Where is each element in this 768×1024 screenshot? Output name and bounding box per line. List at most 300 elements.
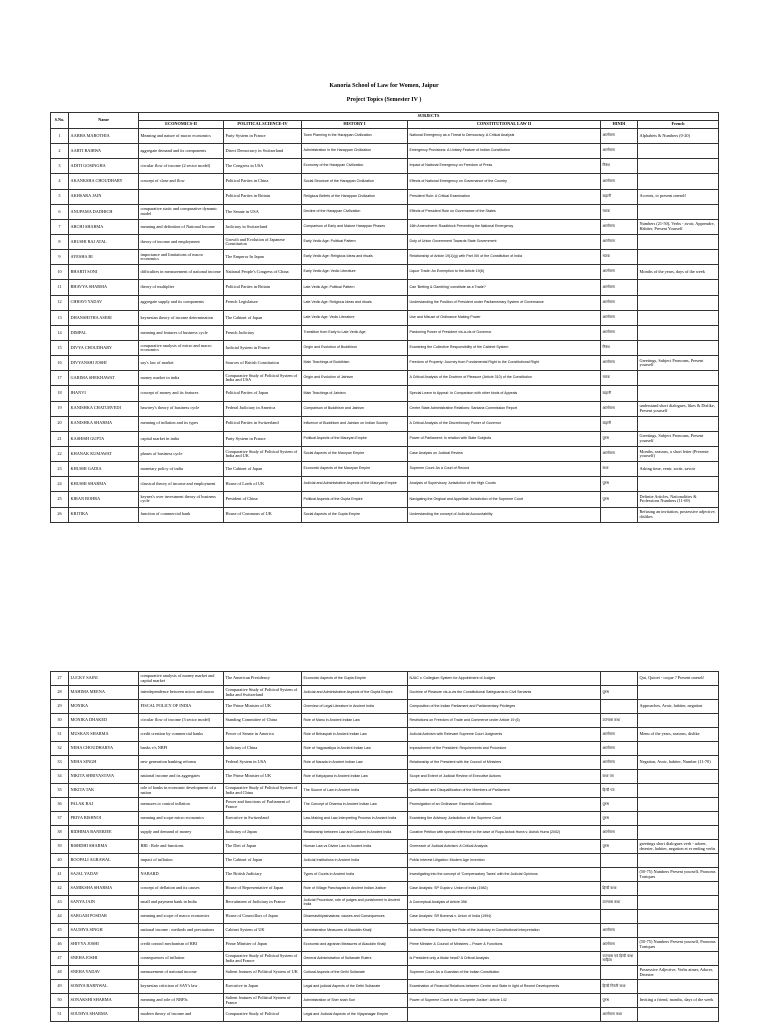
cell-name: SOMYA BARNWAL: [69, 980, 139, 994]
cell-name: AABHA MAROTHIA: [69, 129, 139, 144]
cell-polsci: French Judiciary: [224, 325, 302, 340]
cell-constitutional: A Critical Analysis of the Discretionary Power of Governor: [408, 416, 601, 431]
cell-polsci: Direct Democracy in Switzerland: [224, 144, 302, 159]
cell-french: [638, 812, 719, 826]
cell-economics: importance and limitations of macro economics: [139, 250, 224, 265]
cell-hindi: आलोचना: [601, 325, 638, 340]
cell-economics: capital market in india: [139, 431, 224, 446]
cell-economics: aggregate demand and its components: [139, 144, 224, 159]
cell-name: ANUPAMA DADHICH: [69, 204, 139, 219]
cell-polsci: Comparative Study of Political System of India and China: [224, 784, 302, 798]
cell-hindi: [601, 700, 638, 714]
col-header-constitutional: CONSTITUTIONAL LAW II: [408, 121, 601, 129]
cell-constitutional: 16th Amendment: Roadblock Preventing the National Emergency: [408, 219, 601, 234]
cell-french: [638, 714, 719, 728]
cell-constitutional: Qualification and Disqualification of the Members of Parliament: [408, 784, 601, 798]
cell-name: NIKITA TAK: [69, 784, 139, 798]
cell-name: PRIYA BISHNOI: [69, 812, 139, 826]
cell-constitutional: Power of Supreme Court to do 'Complete Justice': Article 142: [408, 994, 601, 1008]
cell-constitutional: Supreme Court: As a Guardian of the Indian Constitution: [408, 966, 601, 980]
cell-history: Early Vedic Age: Religious Ideas and rituals: [302, 250, 408, 265]
table-row: [51, 742, 719, 756]
table-row: [51, 416, 719, 431]
cell-constitutional: NJAC v. Collegium System for Appointment of Judges: [408, 672, 601, 686]
cell-hindi: आलोचना: [601, 174, 638, 189]
cell-economics: meaning and definition of National Income: [139, 219, 224, 234]
cell-name: MAHIMA MEENA: [69, 686, 139, 700]
cell-history: General Administration of Sultanate Rulers: [302, 952, 408, 966]
cell-polsci: Comparative Study of Political System of India and France: [224, 952, 302, 966]
cell-french: (50-75) Numbers Present yourself, Pronoms Toniques: [638, 938, 719, 952]
cell-french: [638, 1008, 719, 1022]
cell-name: SAMIKSHA SHARMA: [69, 882, 139, 896]
cell-sno: 24: [51, 477, 69, 492]
table-row: [51, 784, 719, 798]
cell-polsci: Prime Minister of Japan: [224, 938, 302, 952]
cell-polsci: House of Councillors of Japan: [224, 910, 302, 924]
cell-economics: impact of inflation: [139, 854, 224, 868]
table-row: [51, 446, 719, 461]
cell-french: [638, 340, 719, 355]
cell-polsci: French Legislature: [224, 295, 302, 310]
cell-sno: 46: [51, 938, 69, 952]
cell-history: Dharmasthiyashastras: causes and Consequences: [302, 910, 408, 924]
cell-economics: say's law of market: [139, 356, 224, 371]
cell-constitutional: Judicial Review: Exploring the Role of the Judiciary in Constitutional Interpretation: [408, 924, 601, 938]
cell-history: Economy of the Harappan Civilization: [302, 159, 408, 174]
cell-economics: comparative analysis of money market and capital market: [139, 672, 224, 686]
cell-french: Possessive Adjective, Verbs aimer, Adorer, Detester: [638, 966, 719, 980]
cell-name: DIVYANSHI JOSHI: [69, 356, 139, 371]
table-row: [51, 910, 719, 924]
cell-sno: 4: [51, 174, 69, 189]
cell-polsci: Comparative Study of Political: [224, 1008, 302, 1022]
cell-constitutional: Case Analysis: SR Bommai v. Union of India (1994): [408, 910, 601, 924]
cell-economics: modern theory of income and: [139, 1008, 224, 1022]
cell-french: (50-75) Numbers Present yourself, Pronoms Toniques: [638, 868, 719, 882]
cell-economics: credit creation by commercial banks: [139, 728, 224, 742]
table-row: [51, 966, 719, 980]
cell-history: Human Law vs Divine Law in Ancient India: [302, 840, 408, 854]
table-row: [51, 356, 719, 371]
table-row: [51, 401, 719, 416]
cell-name: NEHA SINGH: [69, 756, 139, 770]
cell-name: CHHAVI YADAV: [69, 295, 139, 310]
cell-french: [638, 742, 719, 756]
cell-sno: 21: [51, 431, 69, 446]
cell-constitutional: Overreach of Judicial Activism: A Critical Analysis: [408, 840, 601, 854]
cell-constitutional: Curative Petition with special reference to the case of Rupa Ashok Hurra v. Ashok Hurra (2002): [408, 826, 601, 840]
cell-sno: 3: [51, 159, 69, 174]
table-row: [51, 219, 719, 234]
cell-name: GARIMA SHEKHAWAT: [69, 371, 139, 386]
cell-constitutional: Composition of the Indian Parliament and Parliamentary Privileges: [408, 700, 601, 714]
cell-hindi: आलोचना: [601, 129, 638, 144]
cell-sno: 1: [51, 129, 69, 144]
table-row: [51, 462, 719, 477]
cell-name: KHUSHI SHARMA: [69, 477, 139, 492]
cell-hindi: आलोचना: [601, 356, 638, 371]
col-header-economics: ECONOMICS-II: [139, 121, 224, 129]
cell-sno: 15: [51, 340, 69, 355]
cell-history: Social Aspects of the Mauryan Empire: [302, 446, 408, 461]
cell-polsci: The Prime Minister of UK: [224, 770, 302, 784]
table-row: [51, 896, 719, 910]
table-row: [51, 924, 719, 938]
cell-economics: money market in india: [139, 371, 224, 386]
table-row: [51, 686, 719, 700]
col-header-hindi: HINDI: [601, 121, 638, 129]
cell-history: Administrative Measures of Alauddin Khalji: [302, 924, 408, 938]
cell-hindi: आलोचना: [601, 826, 638, 840]
cell-constitutional: Can 'Betting & Gambling' constitute as a Trade?: [408, 280, 601, 295]
cell-history: Judicial and Administrative Aspects of the Gupta Empire: [302, 686, 408, 700]
table-row: [51, 325, 719, 340]
table-row: [51, 250, 719, 265]
cell-name: DIVYA CHOUDHARY: [69, 340, 139, 355]
cell-french: greetings short dialogues verb - adorer, detester, habiter, negation et er ending verbs: [638, 840, 719, 854]
table-row: [51, 295, 719, 310]
cell-name: LUCKY SAINI: [69, 672, 139, 686]
cell-french: [638, 386, 719, 401]
cell-hindi: कथा: [601, 462, 638, 477]
cell-history: Administration in the Harappan Civilization: [302, 144, 408, 159]
table-row: [51, 234, 719, 249]
table-row: [51, 310, 719, 325]
col-header-subjects: SUBJECTS: [139, 113, 719, 121]
cell-french: [638, 280, 719, 295]
cell-sno: 13: [51, 310, 69, 325]
cell-polsci: The British Judiciary: [224, 868, 302, 882]
cell-name: SARGAM POSDAR: [69, 910, 139, 924]
cell-constitutional: Analysis of Supervisory Jurisdiction of the High Courts: [408, 477, 601, 492]
cell-history: Cultural Aspects of the Delhi Sultanate: [302, 966, 408, 980]
cell-french: [638, 798, 719, 812]
cell-history: Legal and Judicial Aspects of the Vijayanagar Empire: [302, 1008, 408, 1022]
cell-sno: 37: [51, 812, 69, 826]
cell-name: ARUSHI RAJ ATAL: [69, 234, 139, 249]
cell-history: Early Vedic Age: Political Pattern: [302, 234, 408, 249]
cell-history: Political Aspects of the Mauryan Empire: [302, 431, 408, 446]
cell-french: [638, 882, 719, 896]
cell-name: SHIVYA JOSHI: [69, 938, 139, 952]
cell-sno: 17: [51, 371, 69, 386]
cell-economics: measures to control inflation: [139, 798, 224, 812]
school-title: Kanoria School of Law for Women, Jaipur: [329, 83, 439, 89]
cell-history: Relationship between Law and Custom in Ancient India: [302, 826, 408, 840]
cell-name: RIDHIMA BANERJEE: [69, 826, 139, 840]
cell-name: ADITI GOSINGHA: [69, 159, 139, 174]
cell-economics: meaning and role of NBFIs: [139, 994, 224, 1008]
cell-hindi: उपन्यास कथा: [601, 896, 638, 910]
cell-constitutional: Examining the Collective Responsibility of the Cabinet System: [408, 340, 601, 355]
cell-sno: 10: [51, 265, 69, 280]
table-row: [51, 129, 719, 144]
cell-economics: theory of income and employment: [139, 234, 224, 249]
cell-constitutional: [408, 1008, 601, 1022]
table-row: [51, 431, 719, 446]
cell-polsci: Party System in France: [224, 129, 302, 144]
cell-name: SAJAL YADAV: [69, 868, 139, 882]
cell-sno: 43: [51, 896, 69, 910]
cell-polsci: Sources of British Constitution: [224, 356, 302, 371]
cell-hindi: [601, 854, 638, 868]
cell-economics: credit control mechanism of RBI: [139, 938, 224, 952]
cell-french: [638, 416, 719, 431]
cell-hindi: निबंध: [601, 340, 638, 355]
table-row: [51, 868, 719, 882]
cell-french: Months of the years, days of the week: [638, 265, 719, 280]
table-row: [51, 728, 719, 742]
cell-constitutional: Impact of National Emergency on Freedom of Press: [408, 159, 601, 174]
cell-constitutional: Supreme Court: As a Court of Record: [408, 462, 601, 477]
cell-economics: concept of money and its features: [139, 386, 224, 401]
cell-sno: 25: [51, 492, 69, 507]
cell-polsci: Political Parties in Britain: [224, 280, 302, 295]
cell-name: KHANAK KUMAWAT: [69, 446, 139, 461]
cell-hindi: पुरुष: [601, 798, 638, 812]
cell-sno: 14: [51, 325, 69, 340]
cell-economics: supply and demand of money: [139, 826, 224, 840]
cell-polsci: Power of Senate in America: [224, 728, 302, 742]
cell-polsci: Political Parties in Switzerland: [224, 416, 302, 431]
cell-constitutional: Restrictions on Freedom of Trade and Commerce under Article 19 (6): [408, 714, 601, 728]
cell-constitutional: Judicial Activism with Relevant Supreme Court Judgments: [408, 728, 601, 742]
cell-name: SNEHA JOSHI: [69, 952, 139, 966]
cell-polsci: The American Presidency: [224, 672, 302, 686]
cell-history: Decline of the Harappan Civilization: [302, 204, 408, 219]
cell-hindi: कहानी: [601, 386, 638, 401]
cell-constitutional: President Rule: A Critical Examination: [408, 189, 601, 204]
table-row: [51, 994, 719, 1008]
cell-history: Role of Yagyavalkya in Ancient Indian Law: [302, 742, 408, 756]
cell-polsci: Judicial System in France: [224, 340, 302, 355]
cell-economics: new generation banking reforms: [139, 756, 224, 770]
table-row: [51, 204, 719, 219]
cell-history: Religious Beliefs of the Harappan Civilization: [302, 189, 408, 204]
cell-sno: 51: [51, 1008, 69, 1022]
cell-history: Judicial Institutions in Ancient India: [302, 854, 408, 868]
cell-history: Late Vedic Age: Vedic Literature: [302, 310, 408, 325]
cell-history: Main Teachings of Jainism: [302, 386, 408, 401]
cell-hindi: आलोचना: [601, 742, 638, 756]
cell-polsci: Federal System in USA: [224, 756, 302, 770]
cell-history: Late Vedic Age: Political Pattern: [302, 280, 408, 295]
cell-polsci: National People's Congress of China: [224, 265, 302, 280]
table-row: [51, 144, 719, 159]
cell-polsci: The Senate in USA: [224, 204, 302, 219]
cell-hindi: [601, 672, 638, 686]
cell-french: Approaches, Avoir, habiter, negation: [638, 700, 719, 714]
cell-french: [638, 159, 719, 174]
cell-sno: 28: [51, 686, 69, 700]
table-row: [51, 672, 719, 686]
cell-hindi: आलोचना: [601, 756, 638, 770]
cell-french: [638, 826, 719, 840]
cell-constitutional: Is President only a titular head? A Critical Analysis: [408, 952, 601, 966]
cell-hindi: [601, 966, 638, 980]
cell-name: SANYA JAIN: [69, 896, 139, 910]
cell-economics: hawtrey's theory of business cycle: [139, 401, 224, 416]
cell-name: SNEHA YADAV: [69, 966, 139, 980]
cell-history: Economic Aspects of the Gupta Empire: [302, 672, 408, 686]
cell-economics: comparative static and comparative dynamic model: [139, 204, 224, 219]
cell-history: Late Vedic Age: Religious Ideas and rituals: [302, 295, 408, 310]
table-row: [51, 371, 719, 386]
table-row: [51, 938, 719, 952]
cell-history: Role of Village Panchayats in Ancient Indian Justice: [302, 882, 408, 896]
table-row: [51, 840, 719, 854]
cell-polsci: Growth and Evolution of Japanese Constitution: [224, 234, 302, 249]
cell-sno: 12: [51, 295, 69, 310]
cell-sno: 27: [51, 672, 69, 686]
cell-hindi: हिन्दी कथा: [601, 882, 638, 896]
cell-name: SAUMYA SINGH: [69, 924, 139, 938]
cell-economics: small and payment bank in India: [139, 896, 224, 910]
cell-economics: consequences of inflation: [139, 952, 224, 966]
cell-french: [638, 980, 719, 994]
cell-history: Role of Brihaspati in Ancient Indian Law: [302, 728, 408, 742]
table-row: [51, 700, 719, 714]
cell-sno: 41: [51, 868, 69, 882]
table-row: [51, 477, 719, 492]
cell-economics: keynesian criticism of SAY's law: [139, 980, 224, 994]
project-topics-table-page-2: [50, 671, 719, 1022]
table-row: [51, 280, 719, 295]
cell-history: Judicial and Administrative Aspects of the Mauryan Empire: [302, 477, 408, 492]
cell-economics: Meaning and nature of macro economics: [139, 129, 224, 144]
cell-history: Law-Making and Law-Interpreting Process in Ancient India: [302, 812, 408, 826]
col-header-history: HISTORY I: [302, 121, 408, 129]
cell-sno: 40: [51, 854, 69, 868]
cell-economics: monetary policy of india: [139, 462, 224, 477]
cell-constitutional: A Critical Analysis of the Doctrine of Pleasure (Article 310) of the Constitution: [408, 371, 601, 386]
cell-name: KASHISH GUPTA: [69, 431, 139, 446]
cell-hindi: आलोचना: [601, 234, 638, 249]
cell-polsci: Power and functions of Parliament of France: [224, 798, 302, 812]
cell-sno: 34: [51, 770, 69, 784]
table-row: [51, 714, 719, 728]
cell-history: Types of Courts in Ancient India: [302, 868, 408, 882]
cell-economics: RBI : Role and functions: [139, 840, 224, 854]
cell-french: [638, 144, 719, 159]
cell-name: KANISHKA SHARMA: [69, 416, 139, 431]
cell-history: Social Structure of the Harappan Civilization: [302, 174, 408, 189]
cell-name: KHUSHI GADIA: [69, 462, 139, 477]
table-row: [51, 1008, 719, 1022]
cell-constitutional: Navigating the Original and Appellate Jurisdiction of the Supreme Court: [408, 492, 601, 507]
cell-constitutional: Use and Misuse of Ordinance Making Power: [408, 310, 601, 325]
cell-sno: 33: [51, 756, 69, 770]
cell-constitutional: Effects of President Rule on Governance of the States: [408, 204, 601, 219]
cell-sno: 6: [51, 204, 69, 219]
cell-name: AARTI BAIRWA: [69, 144, 139, 159]
cell-economics: circular flow of income (2 sector model): [139, 159, 224, 174]
cell-name: DIMPAL: [69, 325, 139, 340]
cell-french: Alphabets & Numbers (0-20): [638, 129, 719, 144]
cell-name: IHANVI: [69, 386, 139, 401]
table-row: [51, 386, 719, 401]
cell-name: KIRAN BOHRA: [69, 492, 139, 507]
table-row: [51, 189, 719, 204]
cell-polsci: Political Parties of Japan: [224, 386, 302, 401]
cell-polsci: The Cabinet of Japan: [224, 310, 302, 325]
table-body-page-2: [51, 672, 719, 1022]
cell-hindi: आलोचना: [601, 219, 638, 234]
cell-name: MONIKA DHAKED: [69, 714, 139, 728]
table-row: [51, 770, 719, 784]
cell-economics: concept of close and flow: [139, 174, 224, 189]
cell-french: [638, 896, 719, 910]
col-header-name: Name: [69, 113, 139, 129]
cell-sno: 42: [51, 882, 69, 896]
cell-constitutional: Doctrine of Pleasure vis-à-vis the Constitutional Safeguards to Civil Servants: [408, 686, 601, 700]
cell-constitutional: Investigating into the concept of 'Compensatory Taxes' with the Judicial Opinions: [408, 868, 601, 882]
cell-sno: 7: [51, 219, 69, 234]
cell-name: MUSKAN SHARMA: [69, 728, 139, 742]
table-body-page-1: [51, 129, 719, 523]
cell-sno: 31: [51, 728, 69, 742]
cell-constitutional: Relationship of Article 19(1)(g) with Part XIII of the Constitution of India: [408, 250, 601, 265]
cell-economics: aggregate supply and its components: [139, 295, 224, 310]
cell-polsci: Recruitment of Judiciary in France: [224, 896, 302, 910]
cell-hindi: उपन्यास कथा: [601, 714, 638, 728]
cell-sno: 30: [51, 714, 69, 728]
cell-french: [638, 371, 719, 386]
cell-history: Origin and Evolution of Buddhism: [302, 340, 408, 355]
cell-sno: 38: [51, 826, 69, 840]
cell-sno: 44: [51, 910, 69, 924]
cell-french: [638, 854, 719, 868]
cell-name: AKHSARA JAIN: [69, 189, 139, 204]
cell-sno: 50: [51, 994, 69, 1008]
cell-french: Menu of the years, seasons, dislike: [638, 728, 719, 742]
cell-sno: 32: [51, 742, 69, 756]
cell-french: Refusing an invitation, possessive adjective, dislikes: [638, 507, 719, 522]
cell-name: BHARTI SONI: [69, 265, 139, 280]
cell-name: RISHDHI SHARMA: [69, 840, 139, 854]
cell-french: Definite Articles, Nationalities & Professions Numbers (11-69): [638, 492, 719, 507]
cell-constitutional: Pardoning Power of President vis-a-vis of Governor: [408, 325, 601, 340]
cell-french: Greetings, Subject Pronouns, Present yourself: [638, 356, 719, 371]
cell-polsci: Executive in Japan: [224, 980, 302, 994]
cell-hindi: कहानी: [601, 416, 638, 431]
cell-economics: meaning and scope of macro economics: [139, 910, 224, 924]
cell-hindi: उपन्यास एवं हिन्दी कथा साहित्य: [601, 952, 638, 966]
cell-french: [638, 295, 719, 310]
cell-hindi: कथा पत्र: [601, 770, 638, 784]
cell-name: AKANKSHA CHOUDHARY: [69, 174, 139, 189]
cell-sno: 20: [51, 416, 69, 431]
cell-sno: 9: [51, 250, 69, 265]
cell-polsci: Political Parties in Britain: [224, 189, 302, 204]
cell-economics: meaning and scope micro economics: [139, 812, 224, 826]
cell-hindi: हिन्दी पत्र: [601, 784, 638, 798]
cell-history: Role of Katyayana in Ancient Indian Law: [302, 770, 408, 784]
col-header-polsci: POLITICAL SCIENCE-IV: [224, 121, 302, 129]
cell-constitutional: Case Analysis: SP Gupta v. Union of India (1982): [408, 882, 601, 896]
cell-history: Role of Manu in Ancient Indian Law: [302, 714, 408, 728]
cell-constitutional: Prime Minister & Council of Ministers – Power & Functions: [408, 938, 601, 952]
cell-polsci: Political Parties in China: [224, 174, 302, 189]
cell-sno: 48: [51, 966, 69, 980]
table-row: [51, 756, 719, 770]
cell-hindi: पुरुष: [601, 492, 638, 507]
cell-history: Judicial Procedure, role of judges and punishment in Ancient India: [302, 896, 408, 910]
cell-economics: theory of multiplier: [139, 280, 224, 295]
cell-polsci: Executive in Switzerland: [224, 812, 302, 826]
cell-sno: 18: [51, 386, 69, 401]
